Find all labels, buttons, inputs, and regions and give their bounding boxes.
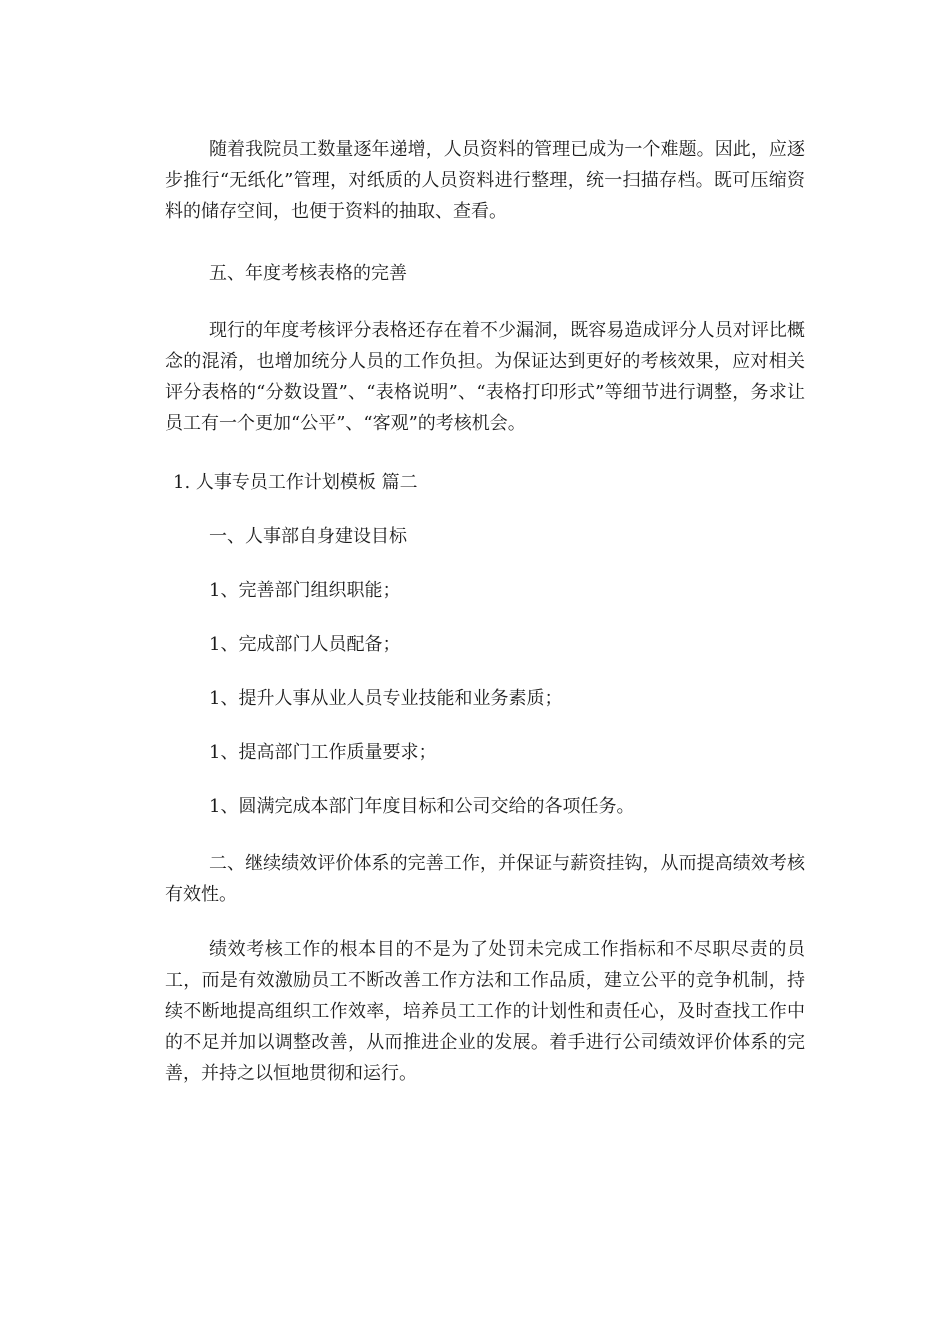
paragraph-performance-purpose: 绩效考核工作的根本目的不是为了处罚未完成工作指标和不尽职尽责的员工，而是有效激励员工不断改善工作方法和工作品质，建立公平的竞争机制，持续不断地提高组织工作效率，培养员工工作的计划性和责任心，及时查找工作中的不足并加以调整改善，从而推进企业的发展。着手进行公司绩效评价体系的完善，并持之以恒地贯彻和运行。	[165, 939, 805, 1084]
list-item: 1、提高部门工作质量要求；	[209, 742, 437, 763]
list-item: 1、完成部门人员配备；	[209, 634, 401, 655]
paragraph-archive-management: 随着我院员工数量逐年递增，人员资料的管理已成为一个难题。因此，应逐步推行“无纸化”管理，对纸质的人员资料进行整理，统一扫描存档。既可压缩资料的储存空间，也便于资料的抽取、查看。	[165, 139, 805, 222]
list-item: 1、圆满完成本部门年度目标和公司交给的各项任务。	[209, 796, 635, 817]
paragraph-assessment-forms: 现行的年度考核评分表格还存在着不少漏洞，既容易造成评分人员对评比概念的混淆，也增加统分人员的工作负担。为保证达到更好的考核效果，应对相关评分表格的“分数设置”、“表格说明”、“表格打印形式”等细节进行调整，务求让员工有一个更加“公平”、“客观”的考核机会。	[165, 320, 805, 434]
section-heading-performance-system: 二、继续绩效评价体系的完善工作，并保证与薪资挂钩，从而提高绩效考核有效性。	[165, 853, 805, 905]
section-heading-hr-goals: 一、人事部自身建设目标	[209, 526, 407, 547]
list-item: 1、完善部门组织职能；	[209, 580, 401, 601]
section-heading-annual-assessment: 五、年度考核表格的完善	[209, 263, 407, 284]
list-item: 1、提升人事从业人员专业技能和业务素质；	[209, 688, 563, 709]
heading-hr-plan-template: 1. 人事专员工作计划模板 篇二	[173, 472, 418, 493]
